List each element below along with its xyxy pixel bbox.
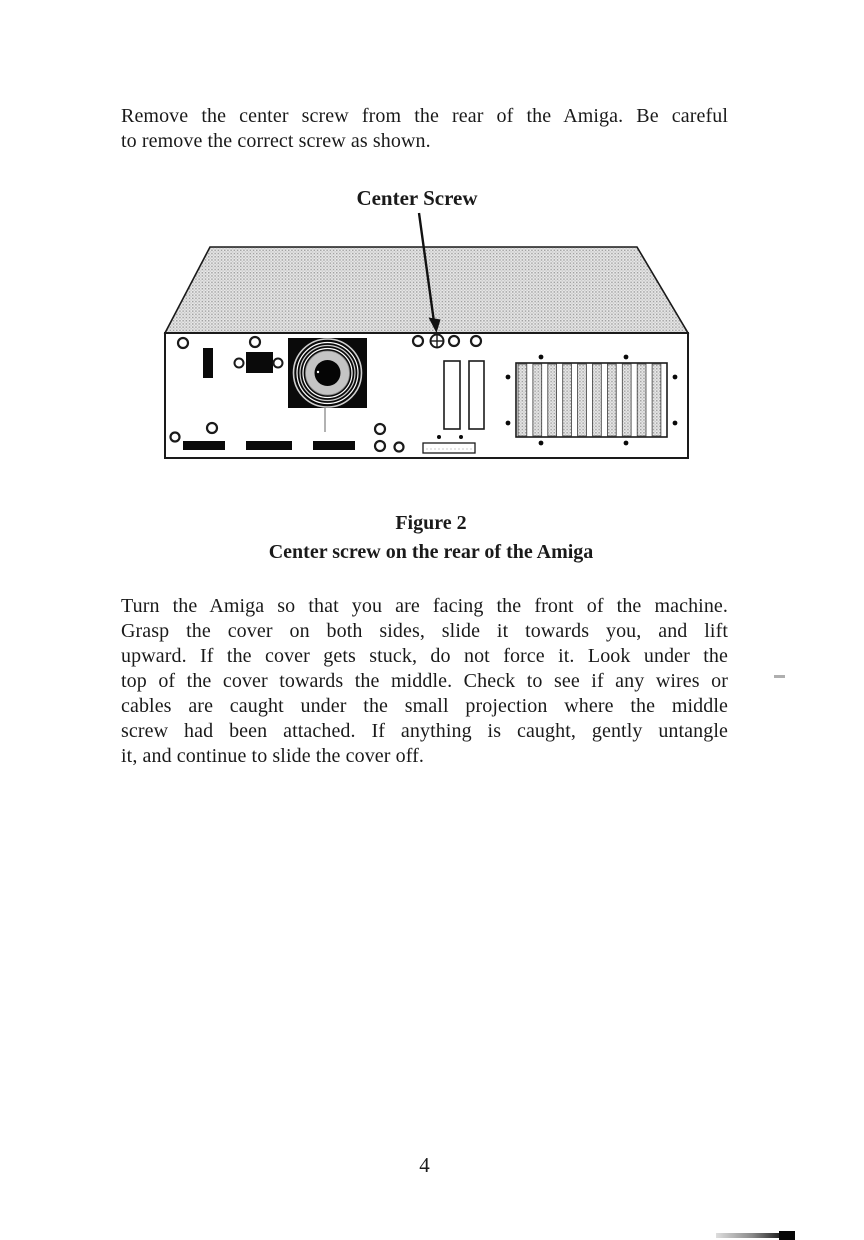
connector-plate (423, 443, 475, 453)
scan-artifact-bar (716, 1233, 782, 1238)
center-screw-icon (431, 335, 444, 348)
text-line: Turn the Amiga so that you are facing the front of the machine. (121, 595, 728, 617)
text-line: top of the cover towards the middle. Check to see if any wires or (121, 670, 728, 692)
screw-dot (459, 435, 463, 439)
text-line: screw had been attached. If anything is caught, gently untangle (121, 720, 728, 742)
figure-caption (131, 509, 731, 567)
text-line: Remove the center screw from the rear of the Amiga. Be careful (121, 105, 728, 127)
paragraph-remove-cover (121, 594, 728, 769)
panel-hole (471, 336, 481, 346)
scan-artifact-corner (779, 1231, 795, 1240)
figure-caption-title: Figure 2 (395, 512, 467, 534)
panel-hole (250, 337, 260, 347)
text-line: to remove the correct screw as shown. (121, 130, 431, 152)
figure-caption-subtitle: Center screw on the rear of the Amiga (268, 541, 594, 563)
panel-hole (171, 433, 180, 442)
panel-hole (375, 441, 385, 451)
paragraph-remove-screw (121, 104, 728, 154)
connector-ports (183, 441, 355, 450)
screw-dot (437, 435, 441, 439)
text-line: cables are caught under the small projection where the middle (121, 695, 728, 717)
page-number: 4 (419, 1153, 430, 1177)
text-line: Grasp the cover on both sides, slide it towards you, and lift (121, 620, 728, 642)
figure-callout-label: Center Screw (356, 186, 478, 210)
panel-hole (413, 336, 423, 346)
panel-hole (449, 336, 459, 346)
panel-hole (375, 424, 385, 434)
power-switch (203, 348, 213, 378)
scan-artifact-dash (774, 675, 785, 678)
panel-hole (395, 443, 404, 452)
panel-hole (178, 338, 188, 348)
panel-hole (207, 423, 217, 433)
amiga-rear-illustration (140, 200, 720, 470)
vent-grille (506, 355, 678, 446)
text-line: it, and continue to slide the cover off. (121, 745, 424, 767)
text-line: upward. If the cover gets stuck, do not force it. Look under the (121, 645, 728, 667)
